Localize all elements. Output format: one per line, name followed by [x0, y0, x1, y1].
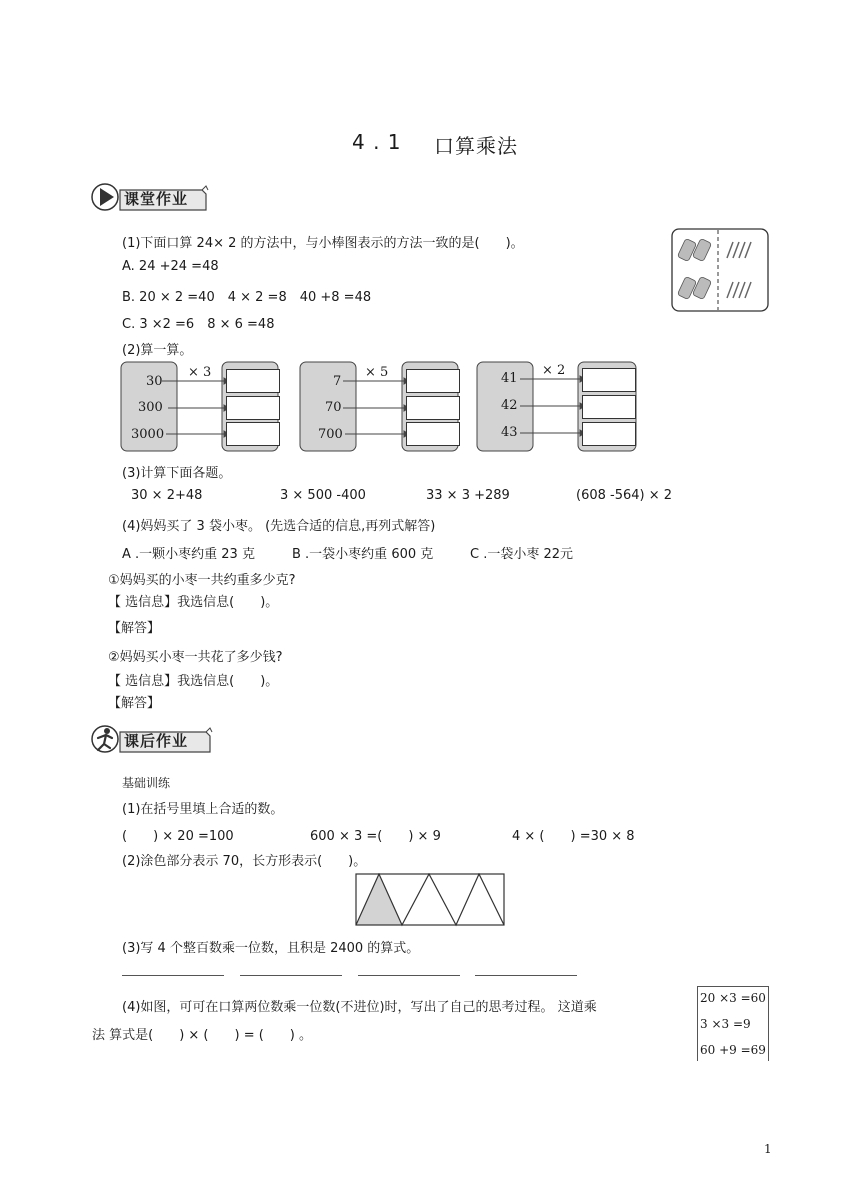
lesson-number: 4 . 1: [352, 130, 402, 154]
process-step: 60 +9 =69: [700, 1043, 766, 1057]
answer-box[interactable]: [226, 422, 280, 446]
answer-box[interactable]: [406, 396, 460, 420]
q4-option: C .一袋小枣 22元: [470, 547, 574, 562]
input-number: 42: [501, 398, 518, 413]
hw-q4-line2: 法 算式是( ) × ( ) = ( ) 。: [92, 1028, 313, 1043]
classwork-banner: [90, 182, 210, 212]
answer-box[interactable]: [226, 369, 280, 393]
q1-option-b: B. 20 × 2 =40 4 × 2 =8 40 +8 =48: [122, 290, 372, 305]
input-number: 3000: [131, 427, 165, 442]
input-number: 700: [318, 427, 343, 442]
section-label: 基础训练: [122, 776, 171, 790]
answer-line[interactable]: [240, 975, 342, 976]
q3-item: 33 × 3 +289: [426, 488, 510, 503]
hw-q1-item: 600 × 3 =( ) × 9: [310, 829, 441, 844]
calc-group-2: [299, 361, 461, 453]
operator-label: × 5: [365, 365, 389, 380]
input-number: 41: [501, 371, 518, 386]
q1-option-a: A. 24 +24 =48: [122, 259, 219, 274]
stick-bundle-figure: [671, 228, 769, 312]
q3-item: (608 -564) × 2: [576, 488, 673, 503]
q2-stem: (2)算一算。: [122, 343, 193, 358]
hw-q1-item: 4 × ( ) =30 × 8: [512, 829, 635, 844]
thinking-process-box: [697, 986, 769, 1061]
hw-q3-stem: (3)写 4 个整百数乘一位数，且积是 2400 的算式。: [122, 941, 420, 956]
hw-q1-item: ( ) × 20 =100: [122, 829, 234, 844]
input-number: 7: [333, 374, 342, 389]
homework-banner: [90, 724, 214, 754]
process-step: 20 ×3 =60: [700, 991, 766, 1005]
q1-option-c: C. 3 ×2 =6 8 × 6 =48: [122, 317, 275, 332]
input-number: 300: [138, 400, 163, 415]
calc-group-3: [476, 361, 638, 453]
input-number: 30: [146, 374, 163, 389]
q3-item: 30 × 2+48: [131, 488, 203, 503]
answer-line[interactable]: [475, 975, 577, 976]
q3-stem: (3)计算下面各题。: [122, 466, 232, 481]
answer-box[interactable]: [582, 395, 636, 419]
q4-option: B .一袋小枣约重 600 克: [292, 547, 434, 562]
page-number: 1: [764, 1142, 772, 1156]
process-step: 3 ×3 =9: [700, 1017, 751, 1031]
q4-sub2: ②妈妈买小枣一共花了多少钱?: [108, 650, 283, 665]
homework-banner-label: 课后作业: [124, 732, 189, 750]
hw-q1-stem: (1)在括号里填上合适的数。: [122, 802, 284, 817]
operator-label: × 3: [188, 365, 212, 380]
answer-box[interactable]: [406, 422, 460, 446]
answer-box[interactable]: [582, 368, 636, 392]
input-number: 43: [501, 425, 518, 440]
answer-box[interactable]: [226, 396, 280, 420]
calc-group-1: [120, 361, 280, 453]
lesson-title: 口算乘法: [434, 134, 518, 158]
hw-q2-stem: (2)涂色部分表示 70，长方形表示( )。: [122, 854, 367, 869]
q3-item: 3 × 500 -400: [280, 488, 366, 503]
answer-line[interactable]: [358, 975, 460, 976]
q4-answer-label: 【解答】: [108, 696, 161, 711]
classwork-banner-label: 课堂作业: [124, 190, 189, 208]
q4-option: A .一颗小枣约重 23 克: [122, 547, 255, 562]
q4-select-info: 【 选信息】我选信息( )。: [108, 674, 279, 689]
answer-box[interactable]: [582, 422, 636, 446]
answer-line[interactable]: [122, 975, 224, 976]
triangle-rectangle-figure: [355, 873, 507, 927]
q4-select-info: 【 选信息】我选信息( )。: [108, 595, 279, 610]
q4-stem: (4)妈妈买了 3 袋小枣。 (先选合适的信息,再列式解答): [122, 519, 436, 534]
input-number: 70: [325, 400, 342, 415]
q4-sub1: ①妈妈买的小枣一共约重多少克?: [108, 573, 296, 588]
q4-answer-label: 【解答】: [108, 621, 161, 636]
q1-stem: (1)下面口算 24× 2 的方法中，与小棒图表示的方法一致的是( )。: [122, 236, 524, 251]
answer-box[interactable]: [406, 369, 460, 393]
hw-q4-line1: (4)如图，可可在口算两位数乘一位数(不进位)时，写出了自己的思考过程。 这道乘: [122, 1000, 597, 1015]
operator-label: × 2: [542, 363, 566, 378]
